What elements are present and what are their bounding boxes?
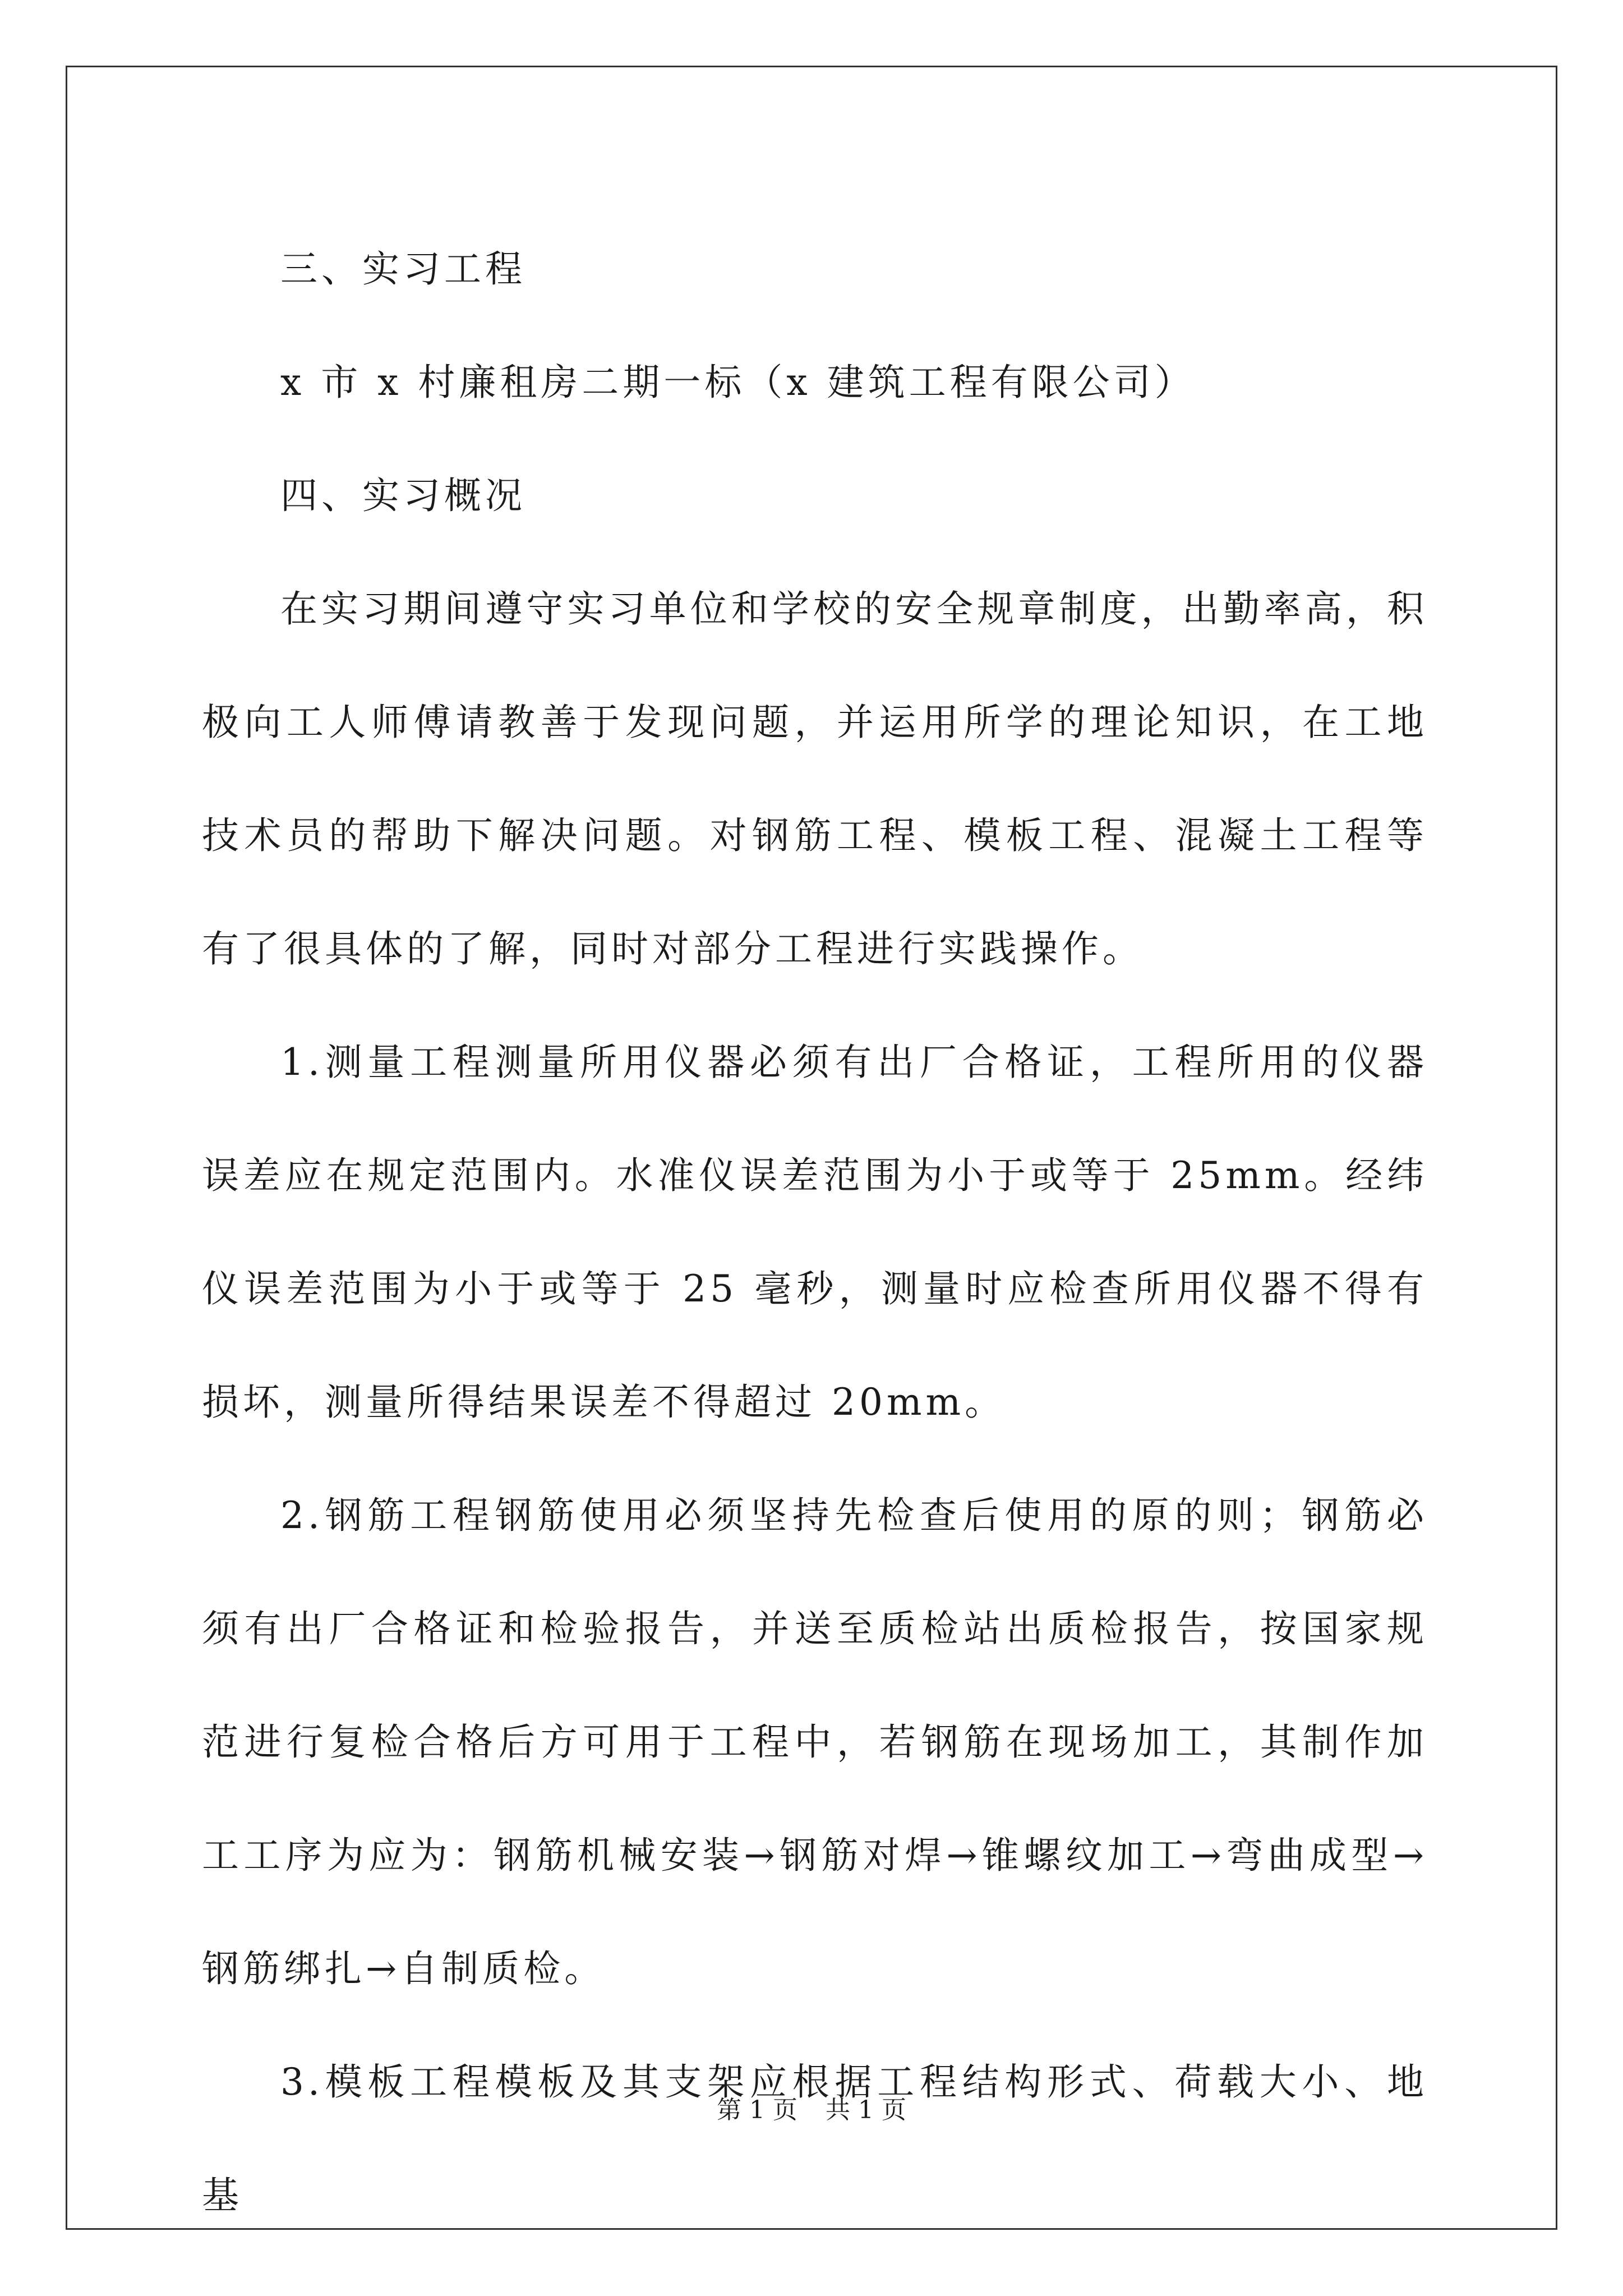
formwork-paragraph: 3.模板工程模板及其支架应根据工程结构形式、荷载大小、地基 [202, 2060, 1428, 2217]
surveying-paragraph: 1.测量工程测量所用仪器必须有出厂合格证，工程所用的仪器误差应在规定范围内。水准仪误差范围为小于或等于 25mm。经纬仪误差范围为小于或等于 25 毫秒，测量时应检查所用仪器不得有损坏，测量所得结果误差不得超过 20mm。 [202, 1041, 1428, 1424]
project-name-paragraph: x 市 x 村廉租房二期一标（x 建筑工程有限公司） [280, 361, 1196, 404]
rebar-paragraph: 2.钢筋工程钢筋使用必须坚持先检查后使用的原的则；钢筋必须有出厂合格证和检验报告，并送至质检站出质检报告，按国家规范进行复检合格后方可用于工程中，若钢筋在现场加工，其制作加工工序为应为：钢筋机械安装→钢筋对焊→锥螺纹加工→弯曲成型→钢筋绑扎→自制质检。 [202, 1494, 1428, 1990]
page-number-current: 第 1 页 [717, 2096, 797, 2124]
page-footer [0, 2090, 1623, 2125]
section-heading-internship-overview: 四、实习概况 [280, 474, 526, 517]
document-body [202, 213, 1428, 2252]
page-number-total: 共 1 页 [826, 2096, 906, 2124]
overview-paragraph: 在实习期间遵守实习单位和学校的安全规章制度，出勤率高，积极向工人师傅请教善于发现问题，并运用所学的理论知识，在工地技术员的帮助下解决问题。对钢筋工程、模板工程、混凝土工程等有了很具体的了解，同时对部分工程进行实践操作。 [202, 587, 1428, 970]
section-heading-internship-project: 三、实习工程 [280, 247, 526, 291]
